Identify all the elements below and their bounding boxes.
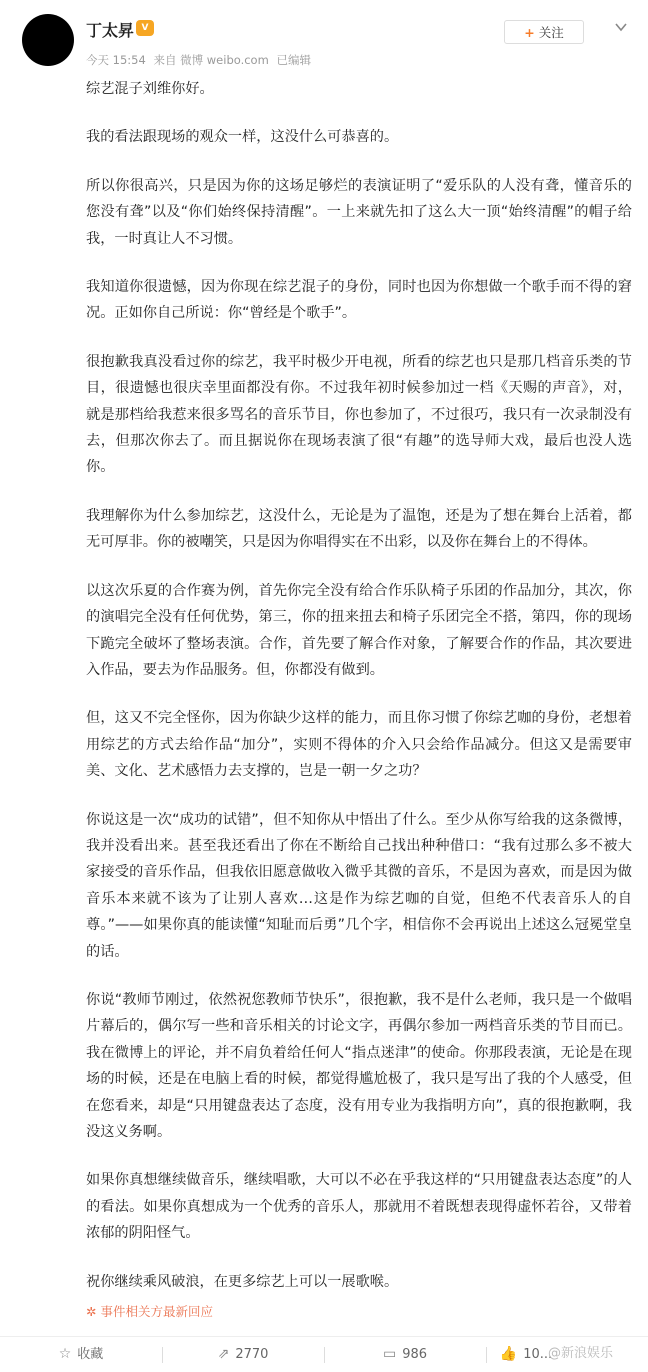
favorite-button[interactable] — [0, 1337, 162, 1372]
post-paragraph: 我的看法跟现场的观众一样，这没什么可恭喜的。 — [86, 129, 399, 146]
event-link-label: 事件相关方最新回应 — [100, 1304, 213, 1319]
repost-count: 2770 — [235, 1347, 269, 1362]
vip-badge-icon[interactable]: V — [136, 20, 154, 36]
repost-button[interactable] — [162, 1337, 324, 1372]
post-paragraph: 以这次乐夏的合作赛为例，首先你完全没有给合作乐队椅子乐团的作品加分，其次，你的演唱完全没有任何优势，第三，你的扭来扭去和椅子乐团完全不搭，第四，你的现场下跪完全破坏了整场表演。合作，首先要了解合作对象，了解要合作的作品，其次要进入作品，要去为作品服务。但，你都没有做到。 — [86, 582, 632, 678]
post-paragraph: 综艺混子刘维你好。 — [86, 81, 214, 97]
edited-label[interactable]: 已编辑 — [276, 53, 311, 67]
comment-count: 986 — [402, 1347, 428, 1362]
post-time[interactable]: 今天 15:54 — [86, 53, 146, 67]
event-link[interactable] — [86, 1302, 213, 1320]
comment-button[interactable] — [324, 1337, 486, 1372]
avatar[interactable] — [22, 14, 74, 66]
plus-icon: + — [524, 25, 535, 40]
post-paragraph: 我理解你为什么参加综艺，这没什么，无论是为了温饱，还是为了想在舞台上活着，都无可厚非。你的被嘲笑，只是因为你唱得实在不出彩，以及你在舞台上的不得体。 — [86, 507, 632, 551]
author-name[interactable]: 丁太昇 — [86, 21, 135, 40]
thumbs-up-icon: 👍 — [499, 1346, 518, 1362]
post-paragraph: 但，这又不完全怪你，因为你缺少这样的能力，而且你习惯了你综艺咖的身份，老想着用综艺的方式去给作品“加分”，实则不得体的介入只会给作品减分。但这又是需要审美、文化、艺术感悟力去支撑的，岂是一朝一夕之功？ — [86, 710, 632, 780]
favorite-label: 收藏 — [77, 1347, 104, 1362]
follow-label: 关注 — [538, 25, 564, 40]
post-paragraph: 你说这是一次“成功的试错”，但不知你从中悟出了什么。至少从你写给我的这条微博，我并没看出来。甚至我还看出了你在不断给自己找出种种借口：“我有过那么多不被大家接受的音乐作品，但我依旧愿意做收入微乎其微的音乐，不是因为喜欢，而是因为做音乐本来就不该为了让别人喜欢…这是作为综艺咖的自觉，但绝不代表音乐人的自尊。”——如果你真的能读懂“知耻而后勇”几个字，相信你不会再说出上述这么冠冕堂皇的话。 — [86, 811, 632, 960]
post-paragraph: 所以你很高兴，只是因为你的这场足够烂的表演证明了“爱乐队的人没有聋，懂音乐的您没有聋”以及“你们始终保持清醒”。一上来就先扣了这么大一顶“始终清醒”的帽子给我，一时真让人不习惯。 — [86, 177, 632, 247]
post-paragraph: 很抱歉我真没看过你的综艺，我平时极少开电视，所看的综艺也只是那几档音乐类的节目，很遗憾也很庆幸里面都没有你。不过我年初时候参加过一档《天赐的声音》，对，就是那档给我惹来很多骂名的音乐节目，你也参加了，不过很巧，我只有一次录制没有去，但那次你去了。而且据说你在现场表演了很“有趣”的选导师大戏，最后也没人选你。 — [86, 353, 632, 476]
post-source: 来自 微博 weibo.com — [153, 53, 269, 67]
post-paragraph: 我知道你很遗憾，因为你现在综艺混子的身份，同时也因为你想做一个歌手而不得的窘况。正如你自己所说：你“曾经是个歌手”。 — [86, 279, 632, 322]
chevron-down-icon[interactable] — [614, 20, 628, 34]
post-paragraph: 如果你真想继续做音乐，继续唱歌，大可以不必在乎我这样的“只用键盘表达态度”的人的看法。如果你真想成为一个优秀的音乐人，那就用不着既想表现得虚怀若谷，又带着浓郁的阴阳怪气。 — [86, 1172, 632, 1242]
post-paragraph: 你说“教师节刚过，依然祝您教师节快乐”，很抱歉，我不是什么老师，我只是一个做唱片幕后的，偶尔写一些和音乐相关的讨论文字，再偶尔参加一两档音乐类的节目而已。我在微博上的评论，并不肩负着给任何人“指点迷津”的使命。你那段表演，无论是在现场的时候，还是在电脑上看的时候，都觉得尴尬极了，我只是写出了我的个人感受，但在您看来，却是“只用键盘表达了态度，没有用专业为我指明方向”，真的很抱歉啊，我没这义务啊。 — [86, 991, 632, 1140]
post-body — [86, 76, 632, 1317]
post-paragraph: 祝你继续乘风破浪，在更多综艺上可以一展歌喉。 — [86, 1273, 399, 1290]
like-count: 10... — [523, 1347, 553, 1362]
spark-icon: ✲ — [86, 1304, 97, 1319]
repost-icon: ⇗ — [217, 1346, 230, 1362]
post-header — [0, 0, 648, 70]
comment-icon: ▭ — [382, 1346, 397, 1362]
watermark: @新浪娱乐 — [548, 1346, 614, 1361]
post-meta — [86, 52, 315, 68]
follow-button[interactable] — [504, 20, 584, 44]
star-icon: ☆ — [58, 1346, 72, 1362]
